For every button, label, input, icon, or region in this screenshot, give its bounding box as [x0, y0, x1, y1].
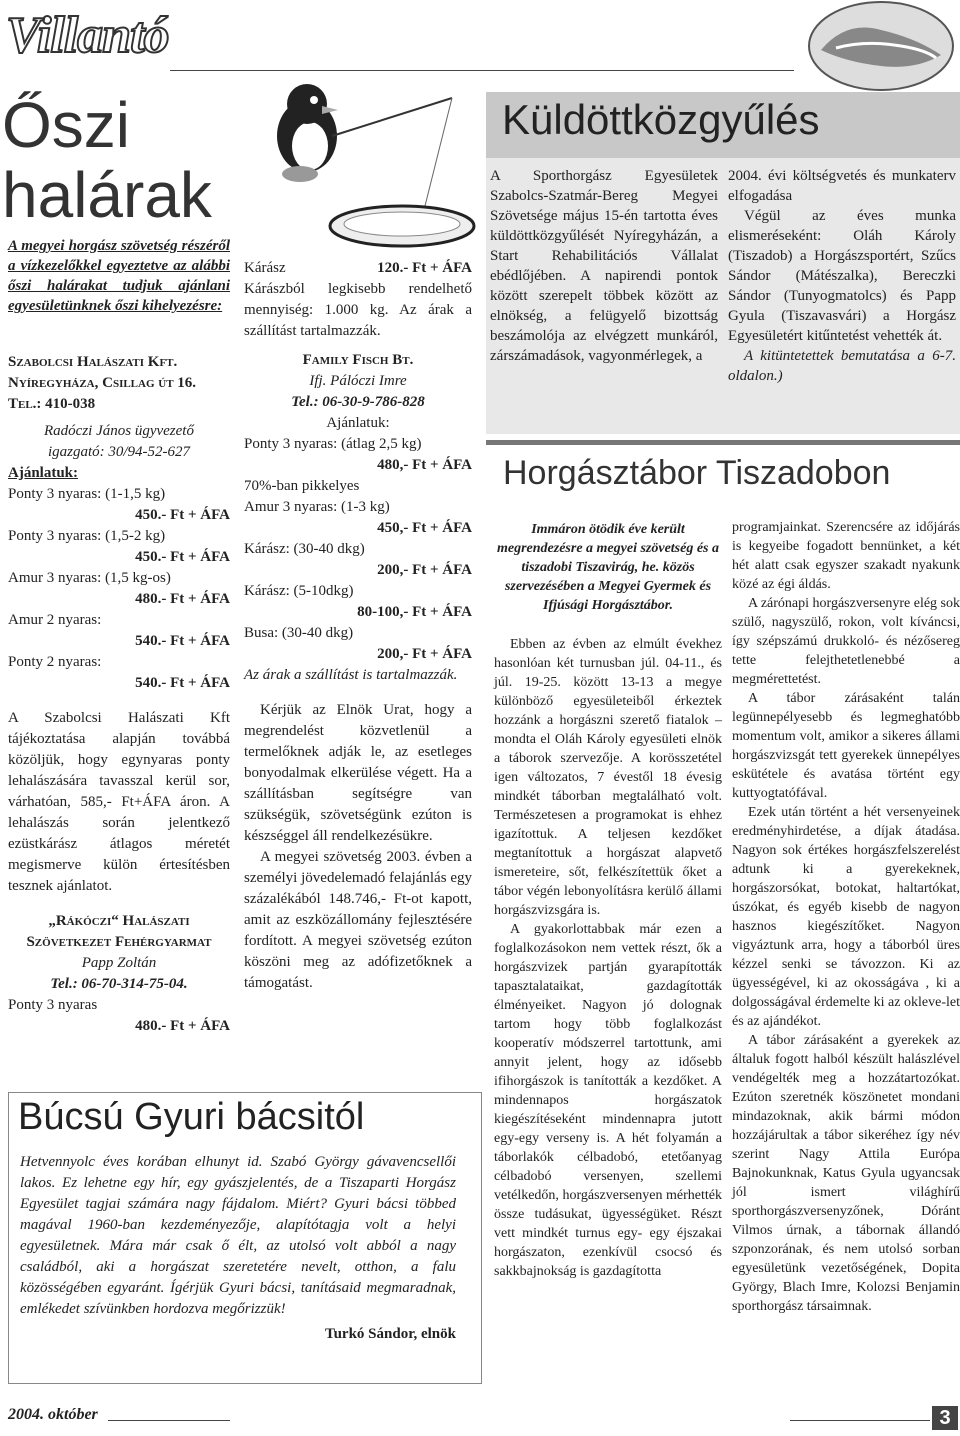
- price-item-name: Ponty 3 nyaras: (átlag 2,5 kg): [244, 436, 422, 452]
- fishing-camp-title: Horgásztábor Tiszadobon: [503, 454, 891, 492]
- price-item-name: Amur 3 nyaras: (1-3 kg): [244, 499, 390, 515]
- farewell-text: Hetvennyolc éves korában elhunyt id. Szabó György gávavencsellői lakos. Ez lehetne egy hír, egy gyászjelentés, de a Tiszaparti Horgász Egyesület tagjai számára nagy fájdalom. Miért? Gyuri bácsi többed magával 1960-ban kezdeményezője, alapítótagja volt a helyi egyesületnek. Mára már csak ő élt, az utolsó volt abból a nagy családból, aki a horgászat szeretetére nevelt, otthon, a falu közösségében egyaránt. Ígérjük Gyuri bácsi, tanításaid megmaradnak, emlékedet szívünkben hordozva megőrizzük!: [20, 1154, 456, 1317]
- price-item-price: 480,- Ft + ÁFA: [377, 457, 472, 473]
- company1-phone: Tel.: 410-038: [8, 396, 96, 412]
- price-list: [8, 484, 230, 694]
- karasz-price: 120.- Ft + ÁFA: [377, 260, 472, 276]
- company1-contact: Radóczi János ügyvezető: [44, 423, 194, 439]
- footer-rule-left: [108, 1420, 230, 1421]
- autumn-prices-intro: A megyei horgász szövetség részéről a vízkezelőkkel egyeztetve az alábbi őszi halárakat tudjuk ajánlani egyesületünknek őszi kihelyezésre:: [8, 238, 230, 314]
- price-item-name: Ponty 3 nyaras: (1,5-2 kg): [8, 528, 166, 544]
- fishing-camp-right: [732, 518, 960, 1316]
- penguin-fishing-illustration: [252, 76, 482, 258]
- karasz-name: Kárász: [244, 260, 286, 276]
- issue-date: 2004. október: [8, 1406, 98, 1423]
- price-item-name: Ponty 3 nyaras: (1-1,5 kg): [8, 486, 166, 502]
- farewell-body: [20, 1152, 456, 1345]
- price-item-price: 540.- Ft + ÁFA: [135, 675, 230, 691]
- column2-block: [244, 258, 472, 994]
- price-item-price: 80-100,- Ft + ÁFA: [357, 604, 472, 620]
- fishing-camp-right-p2: A zárónapi horgászversenyre elég sok szülő, nagyszülő, rokon, volt kíváncsi, így szépszámú drukkoló- és nézősereg tette felejthetetlenebbé a megmérettetést.: [732, 596, 960, 687]
- delegate-meeting-right-p3: A kitüntetettek bemutatása a 6-7. oldalon.): [728, 348, 956, 384]
- footer-rule-right: [790, 1420, 930, 1421]
- price-item-name: 70%-ban pikkelyes: [244, 478, 360, 494]
- delegate-meeting-title: Küldöttközgyűlés: [502, 96, 820, 143]
- fishing-camp-right-p5: A tábor zárásaként a gyerekek az általuk fogott halból készült halászlével vendégelték meg a hozzátartozókat. Ezúton szeretnék köszönetet mondani mindazoknak, akik bármi módon hozzájárultak a tábor sikeréhez így név szerint Nagy Attila Európa Bajnokunknak, Katus Gyula ugyancsak jól ismert világhírű sporthorgászversenyzőnek, Dóránt Vilmos úrnak, a tábornak állandó szponzorának, és nem utolsó sorban egyesületünk vezetőségének, Dopita György, Blach Imre, Kolozsi Benjamin sporthorgász társaimnak.: [732, 1033, 960, 1314]
- price-item-name: Amur 3 nyaras: (1,5 kg-os): [8, 570, 171, 586]
- price-item-price: 200,- Ft + ÁFA: [377, 562, 472, 578]
- autumn-prices-paragraph: A Szabolcsi Halászati Kft tájékoztatása alapján továbbá közöljük, hogy egynyaras ponty lehalászására tavasszal kerül sor, várhatóan, 585,- Ft+ÁFA áron. A lehalászás során jelentkező ezüstkárász átlagos méretét megismerve külön értesítésben tesznek ajánlatot.: [8, 710, 230, 894]
- company2-phone: Tel.: 06-70-314-75-04.: [50, 976, 188, 992]
- company2-contact: Papp Zoltán: [81, 955, 157, 971]
- company1-block: [8, 352, 230, 1037]
- delegate-meeting-right: [728, 166, 956, 386]
- price-item-name: Ponty 2 nyaras:: [8, 654, 102, 670]
- price-item-price: 450.- Ft + ÁFA: [135, 507, 230, 523]
- delegate-meeting-right-p2: Végül az éves munka elismeréseként: Oláh Károly (Tiszadob) a Horgászsportért, Szűcs Sándor (Mátészalka), Bereczki Sándor (Tunyogmatolcs) és Papp Gyula (Tiszavasvári) a Horgász Egyesületért kitűntetést vehették át.: [728, 208, 956, 344]
- price-item-price: 450,- Ft + ÁFA: [377, 520, 472, 536]
- company1-contact-phone: igazgató: 30/94-52-627: [47, 444, 191, 460]
- fishing-camp-left-p2: A gyakorlottabbak már ezen a foglalkozásokon nem vettek részt, ők a horgászvizek partján gyarapították tapasztalataikat, gazdagították élményeiket. Nagyon jó dolognak tartom hogy több foglalkozást kooperatív módszerrel tartottunk, ami annyit jelent, hogy az idősebb ifihorgászok is tanították a kezdőket. A mindennapos horgászatok kiegészítéseként mindennapra jutott egy-egy verseny is. A hét folyamán a táborlakók célbadobó, etetőanyag célbadobó versenyen, szellemi vetélkedőn, horgászversenyen mérhették össze tudásukat, ügyességüket. Részt vett mindkét turnus egy- egy éjszakai horgászaton, ezenkívül csocsó és sakkbajnokság is gazdagította: [494, 922, 722, 1279]
- price-item-name: Busa: (30-40 dkg): [244, 625, 354, 641]
- fishing-camp-left-p1: Ebben az évben az elmúlt évekhez hasonlóan két turnusban júl. 04-11., és júl. 19-25. között 13-13 a megye különböző egyesületeiből érkeztek hozzánk a horgászni szerető fiatalok – mondta el Oláh Károly egyesületi elnök a táborok szervezője. A korösszetétel igen változatos, 7 évestől 18 évesig mindkét táborban megtalálható volt. Természetesen a programokat is ehhez igazítottuk. A teljesen kezdőket megtanítottuk a horgászat alapvető ismereteire, sőt, felkészítettük őket a tábor végén lebonyolításra kerülő állami horgászvizsgára is.: [494, 637, 722, 918]
- company2-price: 480.- Ft + ÁFA: [135, 1018, 230, 1034]
- fishing-camp-right-p1: programjainkat. Szerencsére az időjárás is kegyeibe fogadott bennünket, a két hét alatt csak egyszer szakadt nyakunk közé az égi áldás.: [732, 520, 960, 592]
- company1-address: Nyíregyháza, Csillag út 16.: [8, 375, 197, 391]
- price-item-name: Kárász: (30-40 dkg): [244, 541, 365, 557]
- column2-paragraph2: A megyei szövetség 2003. évben a személyi jövedelemadó felajánlás egy százalékából 148.746,- Ft-ot kapott, amit az eszközállomány fejlesztésére fordított. A megyei szövetség ezúton köszöni meg az adófizetőknek a támogatást.: [244, 849, 472, 991]
- fishing-camp-right-p4: Ezek után történt a hét versenyeinek eredményhirdetése, a díjak átadása. Nagyon sok értékes horgászfelszerelést adtunk ki a gyerekeknek, horgászorsókat, botokat, haltartókat, úszókat, és egyéb kisebb de nagyon hasznos kiegészítőket. Nagyon vigyáztunk arra, hogy a táborból üres kézzel senki se távozzon. Ki az ügyességével, ki az okosságáva , ki a dolgosságával érdemelte ki az okleve-let és az ajándékot.: [732, 805, 960, 1029]
- delegate-meeting-left: A Sporthorgász Egyesületek Szabolcs-Szatmár-Bereg Megyei Szövetsége május 15-én tartotta éves küldöttközgyűlését Nyíregyházán, a Start Rehabilitációs Vállalat ebédlőjében. A napirendi pontok között szerepelt többek között az elnökség, a felügyelő bizottság beszámolója az elvégzett munkáról, zárszámadások, vagyonmérlegek, a: [490, 168, 718, 364]
- fishing-camp-left: [494, 520, 722, 1281]
- price-item-price: 450.- Ft + ÁFA: [135, 549, 230, 565]
- company3-phone: Tel.: 06-30-9-786-828: [291, 394, 425, 410]
- price-item-price: 540.- Ft + ÁFA: [135, 633, 230, 649]
- price-note: Az árak a szállítást is tartalmazzák.: [244, 667, 458, 683]
- offers-label: Ajánlatuk:: [8, 465, 79, 481]
- company3-contact: Ifj. Pálóczi Imre: [309, 373, 407, 389]
- farewell-title: Búcsú Gyuri bácsitól: [18, 1096, 365, 1138]
- header-rule: [170, 70, 794, 71]
- farewell-signature: Turkó Sándor, elnök: [324, 1326, 456, 1342]
- page-number: 3: [932, 1406, 958, 1430]
- price-item-price: 480.- Ft + ÁFA: [135, 591, 230, 607]
- autumn-prices-title: Őszi halárak: [2, 89, 212, 231]
- fishing-camp-right-p3: A tábor zárásaként talán legünnepélyesebb és legmeghatóbb momentum volt, amikor a sikeres állami horgászvizsgát tett gyerekek ünnepélyes eskütétele és avatása történt egy kuttyogtatófával.: [732, 691, 960, 801]
- publication-logo: Villantó: [6, 7, 169, 64]
- offers-label: Ajánlatuk:: [326, 415, 390, 431]
- karasz-note: Kárászból legkisebb rendelhető mennyiség: 1.000 kg. Az árak a szállítást tartalmazzák.: [244, 281, 472, 339]
- price-item-name: Amur 2 nyaras:: [8, 612, 102, 628]
- company2-name: „Rákóczi“ Halászati Szövetkezet Fehérgyarmat: [26, 913, 212, 950]
- association-emblem-icon: [806, 0, 956, 92]
- company3-name: Family Fisch Bt.: [302, 352, 414, 368]
- delegate-meeting-right-p1: 2004. évi költségvetés és munkaterv elfogadása: [728, 168, 956, 204]
- fishing-camp-lead: Immáron ötödik éve került megrendezésre a megyei szövetség és a tiszadobi Tiszavirág, he. közös szervezésében a Megyei Gyermek és Ifjúsági Horgásztábor.: [497, 522, 719, 613]
- company1-name: Szabolcsi Halászati Kft.: [8, 354, 178, 370]
- column2-paragraph1: Kérjük az Elnök Urat, hogy a megrendelést közvetlenül a termelőknek adják le, az esetleges bonyodalmak elkerülése végett. Ha a szállításban segítségre van szükségük, szövetségünk ezúton is készséggel áll rendelkezésükre.: [244, 702, 472, 844]
- company2-item: Ponty 3 nyaras: [8, 997, 98, 1013]
- price-item-name: Kárász: (5-10dkg): [244, 583, 354, 599]
- price-item-price: 200,- Ft + ÁFA: [377, 646, 472, 662]
